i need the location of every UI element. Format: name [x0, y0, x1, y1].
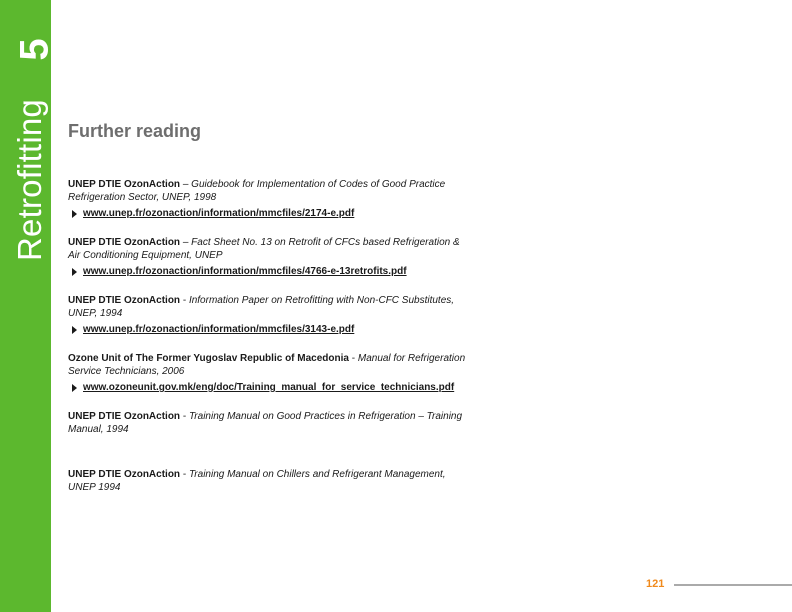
reference-description: Guidebook for Implementation of Codes of Good Practice Refrigeration Sector, UNEP, 1998 — [68, 179, 446, 203]
reference-item — [68, 294, 468, 352]
reference-list — [68, 178, 468, 526]
reference-item — [68, 178, 468, 236]
reference-author: UNEP DTIE OzonAction — [68, 411, 181, 422]
reference-link[interactable] — [68, 323, 468, 336]
reference-separator: - — [180, 411, 189, 422]
reference-author: Ozone Unit of The Former Yugoslav Republic of Macedonia — [68, 353, 349, 364]
reference-author: UNEP DTIE OzonAction — [68, 295, 181, 306]
reference-link[interactable] — [68, 265, 468, 278]
chapter-sidebar — [0, 0, 57, 612]
reference-link-url[interactable]: www.unep.fr/ozonaction/information/mmcfiles/4766-e-13retrofits.pdf — [83, 266, 407, 277]
reference-description: Training Manual on Good Practices in Refrigeration – Training Manual, 1994 — [68, 411, 463, 435]
chapter-title — [10, 92, 50, 267]
reference-separator: – — [180, 237, 192, 248]
reference-author: UNEP DTIE OzonAction — [68, 237, 181, 248]
reference-description: Manual for Refrigeration Service Technicians, 2006 — [68, 353, 466, 377]
reference-description: Fact Sheet No. 13 on Retrofit of CFCs based Refrigeration & Air Conditioning Equipment, UNEP — [68, 237, 460, 261]
reference-separator: - — [348, 353, 358, 364]
arrow-right-icon — [72, 210, 77, 218]
reference-item — [68, 468, 468, 526]
arrow-right-icon — [72, 384, 77, 392]
arrow-right-icon — [72, 268, 77, 276]
page-number: 121 — [646, 578, 665, 590]
arrow-right-icon — [72, 326, 77, 334]
reference-description: Training Manual on Chillers and Refrigerant Management, UNEP 1994 — [68, 469, 446, 493]
reference-separator: - — [180, 469, 189, 480]
page-title: Further reading — [68, 121, 202, 141]
reference-link-url[interactable]: www.unep.fr/ozonaction/information/mmcfiles/3143-e.pdf — [83, 324, 355, 335]
reference-link[interactable] — [68, 207, 468, 220]
reference-author: UNEP DTIE OzonAction — [68, 179, 181, 190]
reference-description: Information Paper on Retrofitting with Non-CFC Substitutes, UNEP, 1994 — [68, 295, 455, 319]
reference-link-url[interactable]: www.unep.fr/ozonaction/information/mmcfiles/2174-e.pdf — [83, 208, 355, 219]
reference-item — [68, 236, 468, 294]
chapter-title-text: Retrofitting — [11, 98, 49, 261]
reference-separator: – — [180, 179, 192, 190]
reference-link[interactable] — [68, 381, 468, 394]
chapter-number: 5 — [12, 38, 57, 61]
reference-author: UNEP DTIE OzonAction — [68, 469, 181, 480]
reference-separator: - — [180, 295, 189, 306]
reference-item — [68, 352, 468, 410]
reference-item — [68, 410, 468, 468]
reference-link-url[interactable]: www.ozoneunit.gov.mk/eng/doc/Training_manual_for_service_technicians.pdf — [83, 382, 455, 393]
footer-divider — [674, 584, 792, 586]
